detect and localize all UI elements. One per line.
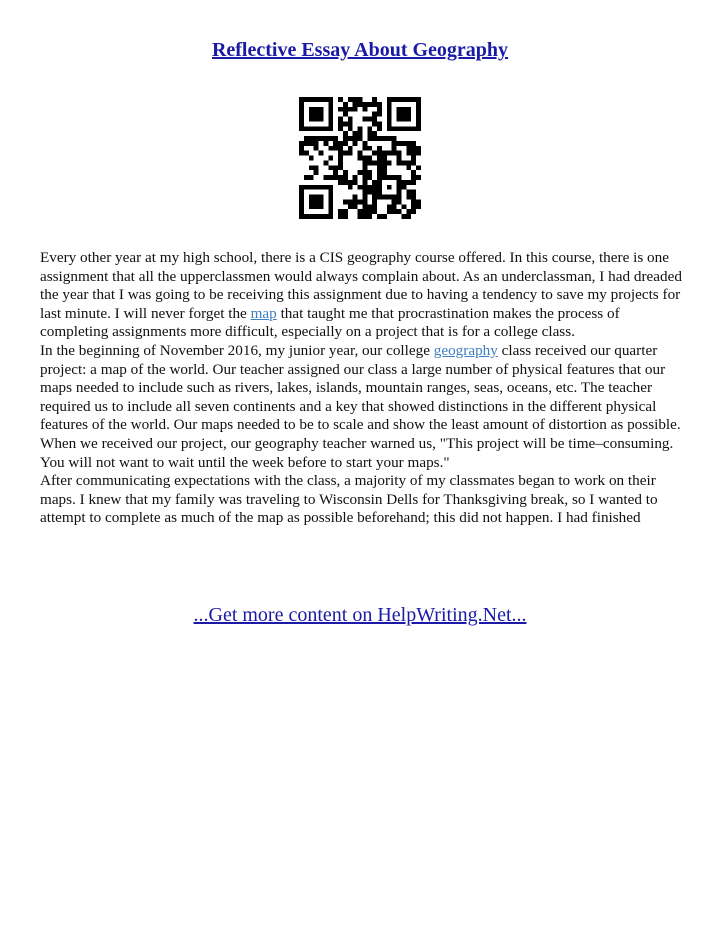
geography-link[interactable]: geography: [433, 341, 498, 359]
paragraph-1-text-after: that taught me that procrastination makes the process of completing assignments more difficult, especially on a project that is for a college class.: [40, 304, 620, 341]
paragraph-1: [40, 249, 682, 342]
paragraph-2-text-before: In the beginning of November 2016, my junior year, our college: [40, 341, 434, 359]
paragraph-3: After communicating expectations with the class, a majority of my classmates began to work on their maps. I knew that my family was traveling to Wisconsin Dells for Thanksgiving break, so I wanted to attempt to complete as much of the map as possible beforehand; this did not happen. I had finished: [40, 472, 658, 527]
essay-body: [40, 249, 682, 528]
paragraph-2: [40, 342, 682, 472]
qr-code-icon: [299, 97, 421, 219]
essay-title-link[interactable]: Reflective Essay About Geography: [211, 39, 509, 61]
get-more-content-link[interactable]: ...Get more content on HelpWriting.Net...: [193, 604, 527, 626]
paragraph-1-text-before: Every other year at my high school, there is a CIS geography course offered. In this course, there is one assignment that all the upperclassmen would always complain about. As an underclassman, I had dreaded the year that I was going to be receiving this assignment due to having a tendency to save my projects for last minute. I will never forget the: [40, 249, 682, 322]
map-link[interactable]: map: [250, 304, 277, 322]
paragraph-2-text-after: class received our quarter project: a map of the world. Our teacher assigned our class a large number of physical features that our maps needed to include such as rivers, lakes, islands, mountain ranges, seas, oceans, etc. The teacher required us to include all seven continents and a key that showed distinctions in the different physical features of the world. Our maps needed to be to scale and show the least amount of distortion as possible. When we received our project, our geography teacher warned us, "This project will be time–consuming. You will not want to wait until the week before to start your maps.": [40, 341, 681, 471]
